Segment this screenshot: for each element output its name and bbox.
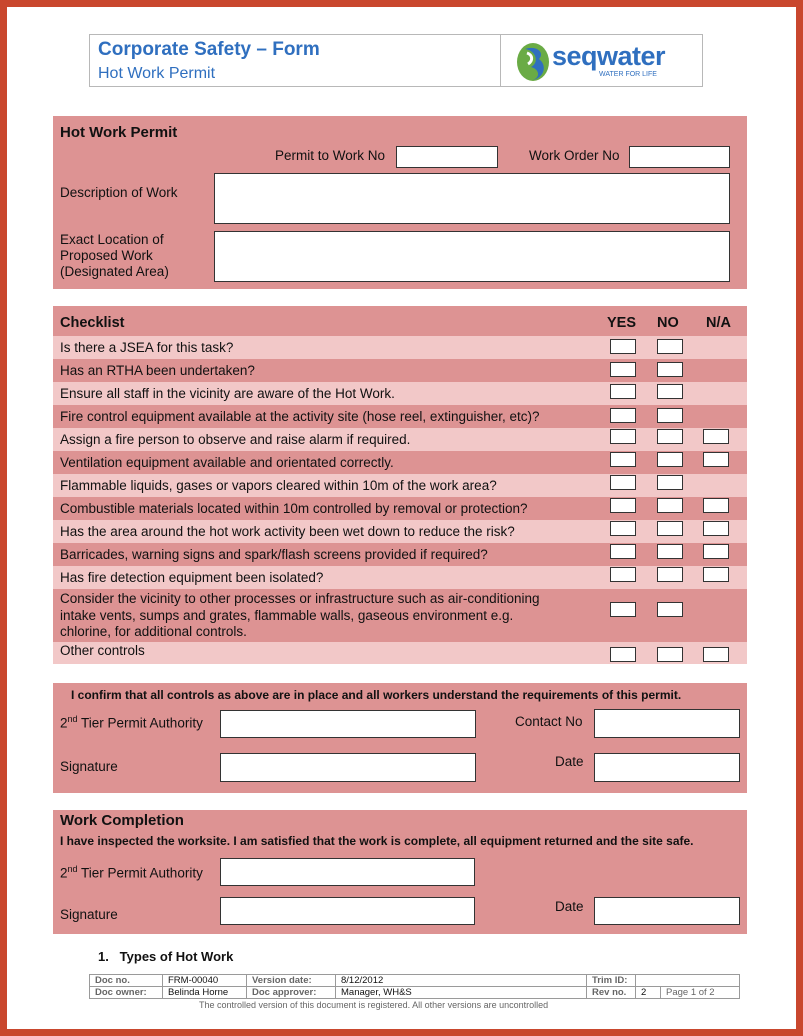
checklist-row — [53, 336, 747, 359]
types-heading: 1. Types of Hot Work — [98, 949, 234, 964]
no-checkbox[interactable] — [657, 408, 683, 423]
water-drop-icon — [515, 39, 551, 83]
checklist-row — [53, 497, 747, 520]
checklist-item-text: Assign a fire person to observe and raise alarm if required. — [60, 432, 411, 447]
checklist-item-text: Fire control equipment available at the activity site (hose reel, extinguisher, etc)? — [60, 409, 540, 424]
authority-text: Tier Permit Authority — [77, 715, 203, 731]
contact-field[interactable] — [594, 709, 740, 738]
checklist-row — [53, 520, 747, 543]
na-checkbox[interactable] — [703, 567, 729, 582]
no-checkbox[interactable] — [657, 362, 683, 377]
checklist-row — [53, 566, 747, 589]
doc-approver-value: Manager, WH&S — [336, 987, 587, 999]
rev-no-value: 2 — [636, 987, 661, 999]
na-checkbox[interactable] — [703, 452, 729, 467]
doc-owner-label: Doc owner: — [90, 987, 163, 999]
doc-no-value: FRM-00040 — [163, 975, 247, 987]
location-label: Exact Location of Proposed Work (Designated Area) — [60, 232, 169, 279]
rev-no-label: Rev no. — [587, 987, 636, 999]
completion-authority-field[interactable] — [220, 858, 475, 886]
col-na: N/A — [706, 315, 731, 331]
form-subtitle: Hot Work Permit — [98, 65, 216, 82]
col-yes: YES — [607, 315, 637, 331]
yes-checkbox[interactable] — [610, 567, 636, 582]
no-checkbox[interactable] — [657, 544, 683, 559]
page-number: Page 1 of 2 — [661, 987, 740, 999]
work-order-field[interactable] — [629, 146, 730, 168]
no-checkbox[interactable] — [657, 567, 683, 582]
form-header — [89, 34, 501, 87]
na-checkbox[interactable] — [703, 429, 729, 444]
version-date-value: 8/12/2012 — [336, 975, 587, 987]
authority-suffix: nd — [67, 714, 78, 724]
na-checkbox[interactable] — [703, 544, 729, 559]
checklist-item-text: Ensure all staff in the vicinity are aware of the Hot Work. — [60, 386, 395, 401]
permit-no-label: Permit to Work No — [275, 148, 386, 163]
checklist-header — [53, 306, 747, 336]
checklist-item-text: Has fire detection equipment been isolated? — [60, 570, 324, 585]
doc-no-label: Doc no. — [90, 975, 163, 987]
checklist-heading: Checklist — [60, 315, 125, 331]
na-checkbox[interactable] — [703, 647, 729, 662]
yes-checkbox[interactable] — [610, 647, 636, 662]
confirmation-statement: I confirm that all controls as above are in place and all workers understand the requirements of this permit. — [71, 688, 682, 702]
signature-field[interactable] — [220, 753, 476, 782]
no-checkbox[interactable] — [657, 384, 683, 399]
yes-checkbox[interactable] — [610, 339, 636, 354]
no-checkbox[interactable] — [657, 647, 683, 662]
checklist-row — [53, 428, 747, 451]
no-checkbox[interactable] — [657, 452, 683, 467]
checklist-item-text: Has the area around the hot work activity been wet down to reduce the risk? — [60, 524, 515, 539]
doc-owner-value: Belinda Horne — [163, 987, 247, 999]
seqwater-logo — [501, 34, 703, 87]
completion-section — [53, 810, 747, 934]
location-field[interactable] — [214, 231, 730, 282]
yes-checkbox[interactable] — [610, 498, 636, 513]
no-checkbox[interactable] — [657, 475, 683, 490]
controlled-version-note: The controlled version of this document is registered. All other versions are uncontrolled — [199, 1000, 549, 1010]
checklist-row — [53, 543, 747, 566]
completion-signature-label: Signature — [60, 907, 118, 922]
yes-checkbox[interactable] — [610, 475, 636, 490]
checklist-item-text: Ventilation equipment available and orientated correctly. — [60, 455, 394, 470]
completion-signature-field[interactable] — [220, 897, 475, 925]
checklist-item-text: Is there a JSEA for this task? — [60, 340, 234, 355]
completion-authority-suffix: nd — [67, 864, 78, 874]
date-field[interactable] — [594, 753, 740, 782]
logo-tagline: WATER FOR LIFE — [599, 71, 657, 78]
col-no: NO — [657, 315, 679, 331]
permit-no-field[interactable] — [396, 146, 498, 168]
na-checkbox[interactable] — [703, 498, 729, 513]
completion-authority-text: Tier Permit Authority — [77, 865, 203, 881]
no-checkbox[interactable] — [657, 429, 683, 444]
version-date-label: Version date: — [247, 975, 336, 987]
yes-checkbox[interactable] — [610, 544, 636, 559]
completion-statement: I have inspected the worksite. I am satisfied that the work is complete, all equipment returned and the site safe. — [60, 834, 694, 848]
checklist-row — [53, 474, 747, 497]
document-control-table — [89, 974, 740, 999]
checklist-item-text: Combustible materials located within 10m controlled by removal or protection? — [60, 501, 528, 516]
checklist-row — [53, 642, 747, 664]
authority-label — [60, 714, 203, 731]
no-checkbox[interactable] — [657, 339, 683, 354]
trim-id-label: Trim ID: — [587, 975, 636, 987]
completion-date-field[interactable] — [594, 897, 740, 925]
checklist-row — [53, 382, 747, 405]
checklist-row — [53, 451, 747, 474]
completion-date-label: Date — [555, 899, 584, 914]
no-checkbox[interactable] — [657, 521, 683, 536]
yes-checkbox[interactable] — [610, 362, 636, 377]
checklist-row — [53, 359, 747, 382]
doc-approver-label: Doc approver: — [247, 987, 336, 999]
checklist-item-text: Flammable liquids, gases or vapors cleared within 10m of the work area? — [60, 478, 497, 493]
authority-ordinal: 2 — [60, 715, 68, 731]
no-checkbox[interactable] — [657, 602, 683, 617]
date-label: Date — [555, 754, 584, 769]
checklist-row — [53, 589, 747, 642]
yes-checkbox[interactable] — [610, 384, 636, 399]
checklist-item-text: Has an RTHA been undertaken? — [60, 363, 255, 378]
yes-checkbox[interactable] — [610, 521, 636, 536]
yes-checkbox[interactable] — [610, 408, 636, 423]
completion-authority-ordinal: 2 — [60, 865, 68, 881]
work-order-label: Work Order No — [529, 148, 620, 163]
checklist-item-text: Barricades, warning signs and spark/flash screens provided if required? — [60, 547, 488, 562]
description-field[interactable] — [214, 173, 730, 224]
trim-id-value — [636, 975, 740, 987]
permit-section — [53, 116, 747, 289]
yes-checkbox[interactable] — [610, 429, 636, 444]
no-checkbox[interactable] — [657, 498, 683, 513]
contact-label: Contact No — [515, 714, 583, 729]
yes-checkbox[interactable] — [610, 452, 636, 467]
form-title: Corporate Safety – Form — [98, 39, 320, 60]
checklist-row — [53, 405, 747, 428]
yes-checkbox[interactable] — [610, 602, 636, 617]
permit-heading: Hot Work Permit — [60, 124, 178, 141]
checklist-item-text: Consider the vicinity to other processes or infrastructure such as air-conditioning intake vents, sumps and grates, flammable walls, gaseous environment e.g. chlorine, for additional controls. — [60, 591, 540, 639]
confirmation-section — [53, 683, 747, 793]
completion-heading: Work Completion — [60, 812, 184, 829]
checklist-item-text: Other controls — [60, 643, 145, 658]
authority-field[interactable] — [220, 710, 476, 738]
description-label: Description of Work — [60, 185, 178, 200]
completion-authority-label — [60, 864, 203, 881]
logo-wordmark: seqwater — [552, 41, 666, 71]
signature-label: Signature — [60, 759, 118, 774]
na-checkbox[interactable] — [703, 521, 729, 536]
